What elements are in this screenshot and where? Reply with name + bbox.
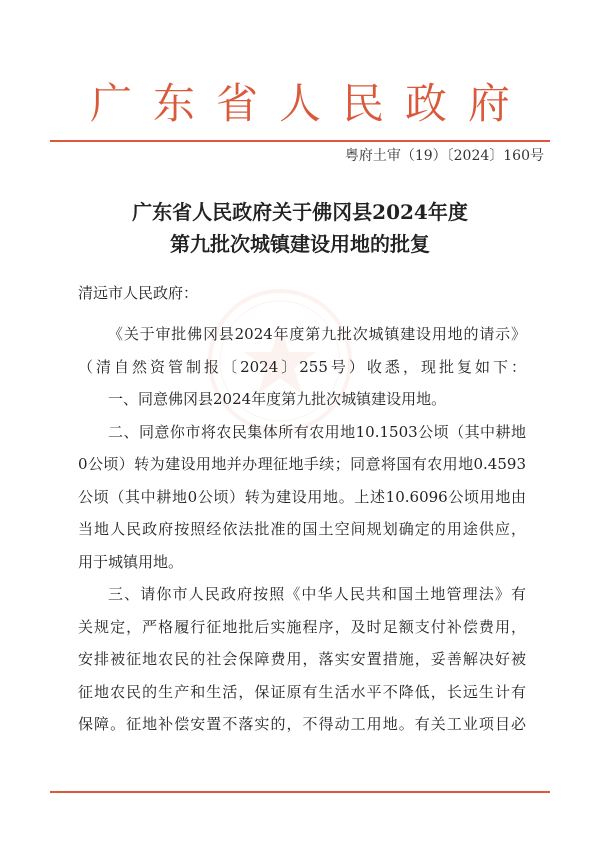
body-line: 一、同意佛冈县2024年度第九批次城镇建设用地。 xyxy=(108,390,447,408)
document-title-line-1: 广东省人民政府关于佛冈县2024年度 xyxy=(132,200,468,224)
body-line: 安排被征地农民的社会保障费用，落实安置措施，妥善解决好被 xyxy=(78,650,526,668)
body-line: 用于城镇用地。 xyxy=(78,552,184,571)
document-body xyxy=(78,318,526,741)
letterhead-title: 广东省人民政府 xyxy=(89,79,531,128)
body-line: 公顷（其中耕地0公顷）转为建设用地。上述10.6096公顷用地由 xyxy=(78,487,526,506)
document-title xyxy=(0,196,600,260)
body-line: 当地人民政府按照经依法批准的国土空间规划确定的用途供应， xyxy=(78,520,526,538)
body-line: 保障。征地补偿安置不落实的，不得动工用地。有关工业项目必 xyxy=(78,715,526,733)
addressee: 清远市人民政府： xyxy=(78,284,199,302)
body-line: 三、请你市人民政府按照《中华人民共和国土地管理法》有 xyxy=(108,585,526,603)
body-line: 关规定，严格履行征地批后实施程序，及时足额支付补偿费用， xyxy=(78,617,526,636)
body-line: 征地农民的生产和生活，保证原有生活水平不降低，长远生计有 xyxy=(78,682,526,701)
letterhead-red-rule xyxy=(50,140,550,142)
footer-red-rule xyxy=(50,791,550,793)
body-line: 0公顷）转为建设用地并办理征地手续；同意将国有农用地0.4593 xyxy=(78,455,526,473)
document-number: 粤府土审（19）〔2024〕160号 xyxy=(344,148,544,164)
body-line: 《关于审批佛冈县2024年度第九批次城镇建设用地的请示》 xyxy=(108,325,526,343)
body-line: （清自然资管制报〔2024〕255号）收悉，现批复如下： xyxy=(78,357,526,376)
body-line: 二、同意你市将农民集体所有农用地10.1503公顷（其中耕地 xyxy=(108,422,526,441)
document-title-line-2: 第九批次城镇建设用地的批复 xyxy=(170,232,430,256)
